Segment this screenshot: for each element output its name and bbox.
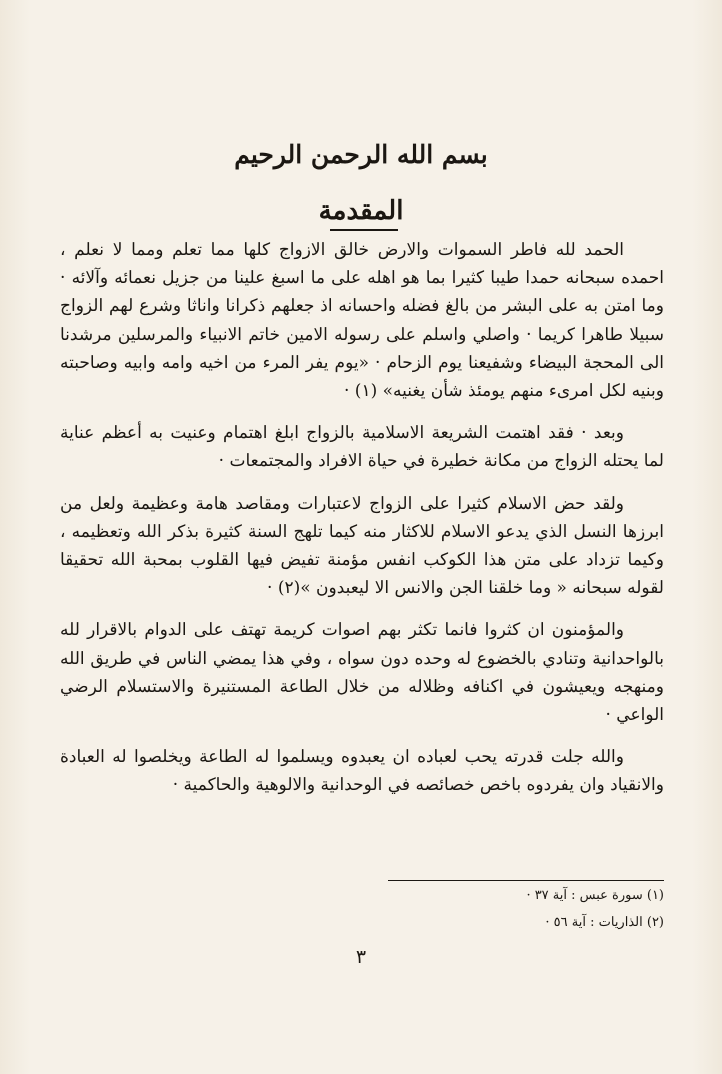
- basmala-heading: بسم الله الرحمن الرحيم: [234, 140, 488, 169]
- paragraph: والمؤمنون ان كثروا فانما تكثر بهم اصوات كريمة تهتف على الدوام بالاقرار لله بالواحدانية وتنادي بالخضوع له وحده دون سواه ، وفي هذا يمضي الناس في طريق الله ومنهجه ويعيشون في اكنافه وظلاله من خلال الطاعة المستنيرة والاستسلام الرضي الواعي ·: [60, 620, 664, 726]
- page-title: المقدمة: [318, 196, 404, 226]
- footnote-divider: [388, 880, 664, 881]
- page-number: ٣: [355, 946, 367, 968]
- paragraph: ولقد حض الاسلام كثيرا على الزواج لاعتبارات ومقاصد هامة وعظيمة ولعل من ابرزها النسل الذي يدعو الاسلام للاكثار منه كيما تلهج السنة كثيرة بذكر الله وتعظيمه ، وكيما تزداد على متن هذا الكوكب انفس مؤمنة تفيض فيها القلوب بمحبة الله تحقيقا لقوله سبحانه « وما خلقنا الجن والانس الا ليعبدون »(٢) ·: [60, 493, 664, 599]
- body-text: [60, 236, 664, 814]
- title-underline: [330, 229, 398, 231]
- paragraph: وبعد · فقد اهتمت الشريعة الاسلامية بالزواج ابلغ اهتمام وعنيت به أعظم عناية لما يحتله الزواج من مكانة خطيرة في حياة الافراد والمجتمعات ·: [60, 423, 664, 472]
- footnote: (٢) الذاريات : آية ٥٦ ·: [545, 915, 664, 930]
- footnote: (١) سورة عبس : آية ٣٧ ·: [526, 888, 664, 903]
- paragraph: والله جلت قدرته يحب لعباده ان يعبدوه ويسلموا له الطاعة ويخلصوا له العبادة والانقياد وان يفردوه باخص خصائصه في الوحدانية والالوهية والحاكمية ·: [60, 747, 664, 796]
- paragraph: الحمد لله فاطر السموات والارض خالق الازواج كلها مما تعلم ومما لا نعلم ، احمده سبحانه حمدا طيبا كثيرا بما هو اهله على ما اسبغ علينا من جزيل نعمائه وآلائه · وما امتن به على البشر من بالغ فضله واحسانه اذ جعلهم ذكرانا واناثا وشرع لهم الزواج سبيلا طاهرا كريما · واصلي واسلم على رسوله الامين خاتم الانبياء والمرسلين مرشدنا الى المحجة البيضاء وشفيعنا يوم الزحام · «يوم يفر المرء من اخيه وامه وابيه وصاحبته وبنيه لكل امرىء منهم يومئذ شأن يغنيه» (١) ·: [60, 240, 664, 402]
